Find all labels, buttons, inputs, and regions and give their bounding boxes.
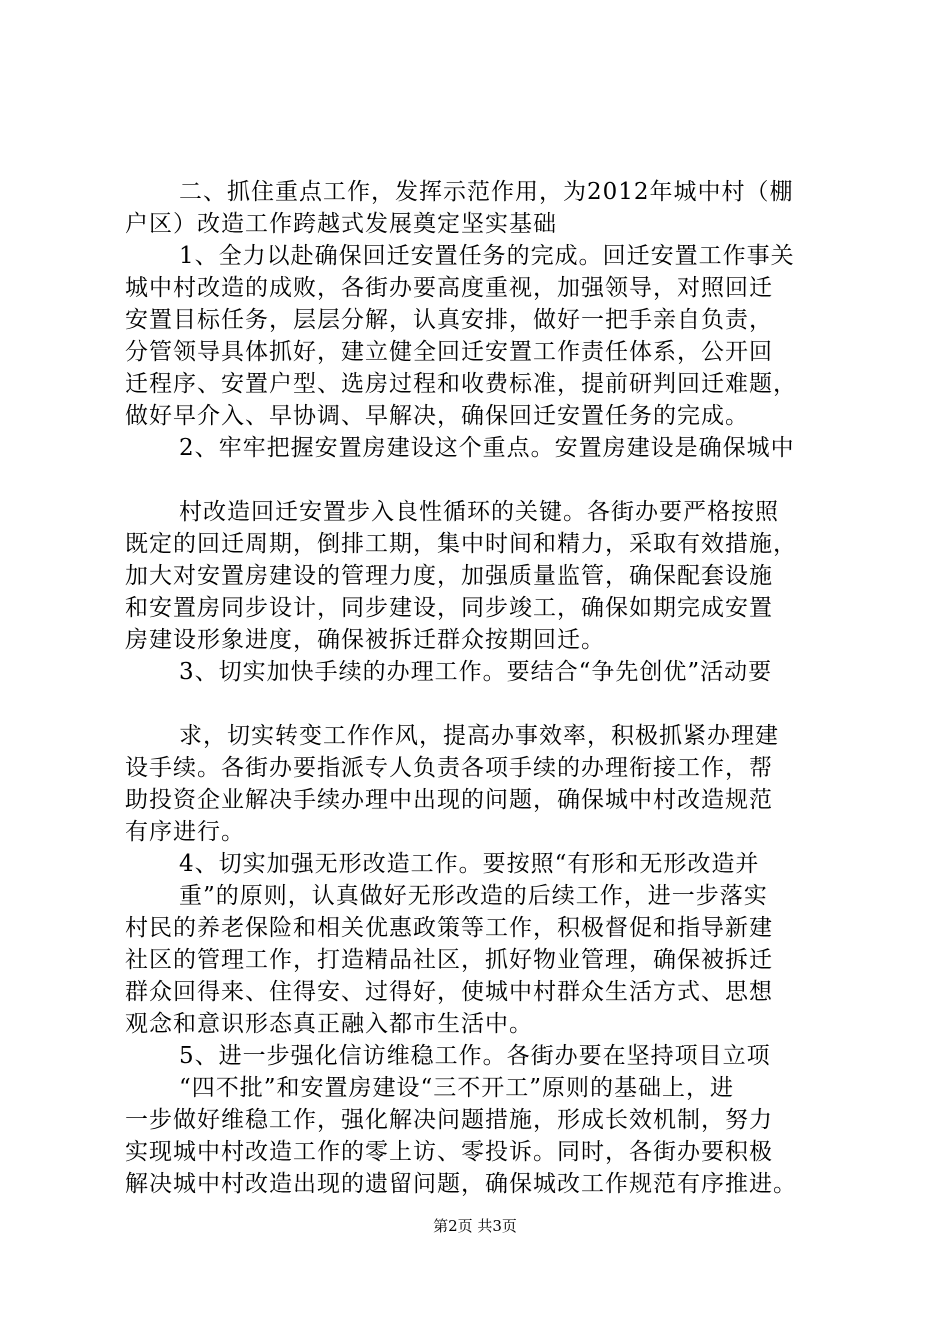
text-line: 做好早介入、早协调、早解决，确保回迁安置任务的完成。 — [125, 403, 749, 429]
text-line: 重”的原则，认真做好无形改造的后续工作，进一步落实 — [179, 883, 768, 909]
text-line: 城中村改造的成败，各街办要高度重视，加强领导，对照回迁 — [125, 275, 773, 301]
text-line: 群众回得来、住得安、过得好，使城中村群众生活方式、思想 — [125, 979, 773, 1005]
text-line: 迁程序、安置户型、选房过程和收费标准，提前研判回迁难题， — [125, 371, 797, 397]
text-line: 4、切实加强无形改造工作。要按照“有形和无形改造并 — [179, 851, 760, 877]
text-line: 一步做好维稳工作，强化解决问题措施，形成长效机制，努力 — [125, 1107, 773, 1133]
text-line: 求，切实转变工作作风，提高办事效率，积极抓紧办理建 — [179, 723, 779, 749]
text-line: 二、抓住重点工作，发挥示范作用，为2012年城中村（棚 — [179, 179, 794, 205]
text-line: 1、全力以赴确保回迁安置任务的完成。回迁安置工作事关 — [179, 243, 795, 269]
page-footer: 第2页 共3页 — [433, 1217, 517, 1235]
text-line: 观念和意识形态真正融入都市生活中。 — [125, 1011, 533, 1037]
text-line: 村改造回迁安置步入良性循环的关键。各街办要严格按照 — [179, 499, 779, 525]
text-line: 2、牢牢把握安置房建设这个重点。安置房建设是确保城中 — [179, 435, 795, 461]
text-line: 户区）改造工作跨越式发展奠定坚实基础 — [125, 211, 557, 237]
text-line: 实现城中村改造工作的零上访、零投诉。同时，各街办要积极 — [125, 1139, 773, 1165]
text-line: 助投资企业解决手续办理中出现的问题，确保城中村改造规范 — [125, 787, 773, 813]
text-line: 安置目标任务，层层分解，认真安排，做好一把手亲自负责， — [125, 307, 773, 333]
text-line: 社区的管理工作，打造精品社区，抓好物业管理，确保被拆迁 — [125, 947, 773, 973]
text-line: 既定的回迁周期，倒排工期，集中时间和精力，采取有效措施， — [125, 531, 797, 557]
text-line: 有序进行。 — [125, 819, 245, 845]
text-line: “四不批”和安置房建设“三不开工”原则的基础上，进 — [179, 1075, 735, 1101]
text-line: 房建设形象进度，确保被拆迁群众按期回迁。 — [125, 627, 605, 653]
text-line: 和安置房同步设计，同步建设，同步竣工，确保如期完成安置 — [125, 595, 773, 621]
text-line: 3、切实加快手续的办理工作。要结合“争先创优”活动要 — [179, 659, 773, 685]
text-line: 分管领导具体抓好，建立健全回迁安置工作责任体系，公开回 — [125, 339, 773, 365]
text-line: 5、进一步强化信访维稳工作。各街办要在坚持项目立项 — [179, 1043, 771, 1069]
text-line: 加大对安置房建设的管理力度，加强质量监管，确保配套设施 — [125, 563, 773, 589]
text-line: 村民的养老保险和相关优惠政策等工作，积极督促和指导新建 — [125, 915, 773, 941]
text-line: 设手续。各街办要指派专人负责各项手续的办理衔接工作，帮 — [125, 755, 773, 781]
text-line: 解决城中村改造出现的遗留问题，确保城改工作规范有序推进。 — [125, 1171, 797, 1197]
